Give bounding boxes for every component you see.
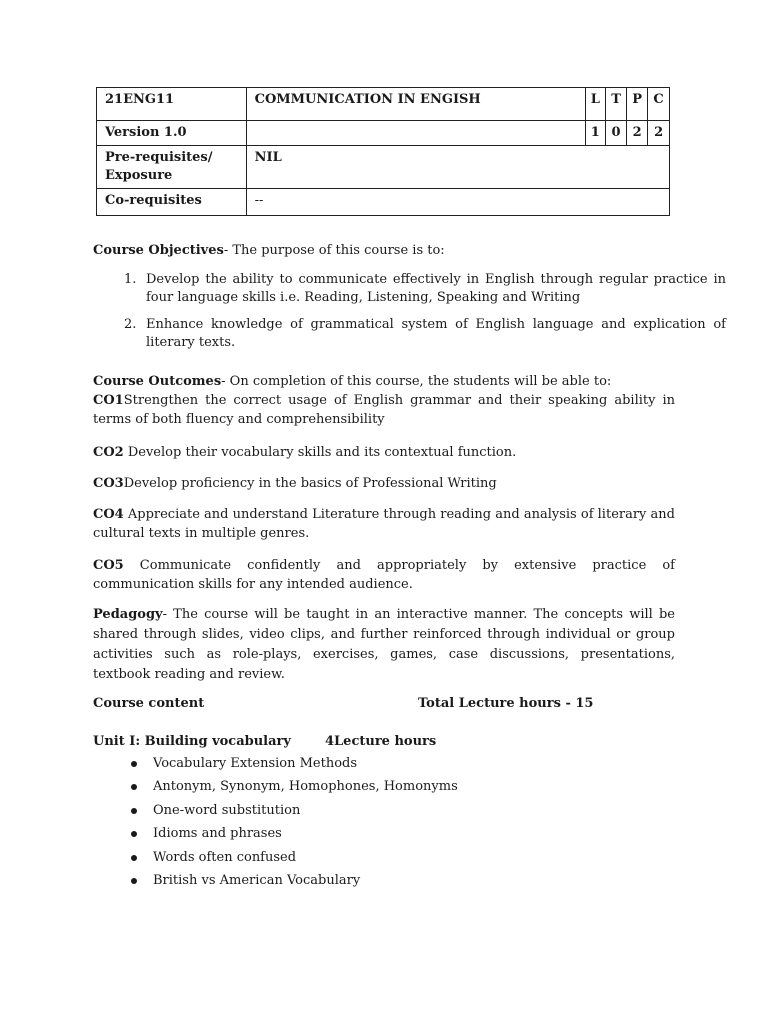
course-title: COMMUNICATION IN ENGISH (246, 88, 585, 121)
co2-label: CO2 (93, 445, 124, 460)
list-item (93, 824, 458, 847)
outcomes-heading (93, 372, 675, 391)
unit1-title: Unit I: Building vocabulary (93, 734, 291, 749)
prereq-label-line2: Exposure (105, 168, 173, 183)
co2-text: Develop their vocabulary skills and its contextual function. (123, 445, 517, 460)
co5-text: Communicate confidently and appropriately by extensive practice of communication skills for any intended audience. (93, 558, 675, 592)
outcome-co5 (93, 556, 675, 594)
course-header-table (96, 87, 670, 216)
co4-label: CO4 (93, 507, 124, 522)
course-content-label: Course content (93, 696, 205, 711)
outcomes-label: Course Outcomes (93, 374, 222, 389)
ltpc-value-p: 2 (627, 121, 648, 146)
list-item (124, 316, 726, 352)
list-item-text: Enhance knowledge of grammatical system of English language and explication of literary texts. (146, 317, 726, 350)
bullet-icon (131, 831, 137, 837)
list-item (93, 848, 458, 871)
co3-label: CO3 (93, 476, 124, 491)
outcome-co2 (93, 443, 675, 462)
outcome-co3 (93, 474, 675, 493)
bullet-icon (131, 878, 137, 884)
unit1-hours: 4Lecture hours (325, 734, 437, 749)
ltpc-label-l: L (585, 88, 605, 121)
pedagogy-label: Pedagogy (93, 607, 163, 622)
ltpc-label-c: C (648, 88, 670, 121)
ltpc-value-t: 0 (606, 121, 627, 146)
prereq-value: NIL (246, 146, 669, 189)
objectives-list (93, 271, 726, 361)
list-item-number: 1. (124, 272, 137, 287)
list-item-text: One-word substitution (153, 802, 301, 818)
list-item (124, 271, 726, 307)
outcome-co1 (93, 391, 675, 429)
objectives-intro: - The purpose of this course is to: (223, 243, 445, 258)
list-item (93, 801, 458, 824)
co1-label: CO1 (93, 393, 124, 408)
ltpc-label-t: T (606, 88, 627, 121)
bullet-icon (131, 808, 137, 814)
co3-text: Develop proficiency in the basics of Professional Writing (123, 476, 497, 491)
outcome-co4 (93, 505, 675, 543)
objectives-label: Course Objectives (93, 243, 224, 258)
ltpc-value-l: 1 (585, 121, 605, 146)
coreq-value: -- (246, 189, 669, 216)
ltpc-label-p: P (627, 88, 648, 121)
bullet-icon (131, 784, 137, 790)
bullet-icon (131, 855, 137, 861)
list-item-text: Idioms and phrases (153, 826, 282, 842)
total-lecture-hours: Total Lecture hours - 15 (418, 696, 594, 711)
list-item (93, 754, 458, 777)
bullet-icon (131, 761, 137, 767)
list-item (93, 871, 458, 894)
pedagogy-paragraph (93, 605, 675, 685)
co4-text: Appreciate and understand Literature through reading and analysis of literary and cultural texts in multiple genres. (93, 507, 675, 541)
list-item (93, 777, 458, 800)
objectives-heading (93, 241, 675, 260)
version-label: Version 1.0 (97, 121, 247, 146)
version-empty-cell (246, 121, 585, 146)
unit1-topic-list (93, 754, 458, 894)
outcomes-intro: - On completion of this course, the students will be able to: (221, 374, 612, 389)
list-item-text: Vocabulary Extension Methods (153, 756, 358, 771)
co5-label: CO5 (93, 558, 124, 573)
course-code: 21ENG11 (97, 88, 247, 121)
list-item-text: Antonym, Synonym, Homophones, Homonyms (153, 779, 458, 795)
prereq-label (97, 146, 247, 189)
ltpc-value-c: 2 (648, 121, 670, 146)
list-item-text: Develop the ability to communicate effectively in English through regular practice in four language skills i.e. Reading, Listening, Speaking and Writing (146, 272, 726, 305)
coreq-label: Co-requisites (97, 189, 247, 216)
list-item-text: British vs American Vocabulary (153, 872, 361, 888)
list-item-number: 2. (124, 317, 137, 332)
list-item-text: Words often confused (153, 849, 297, 865)
prereq-label-line1: Pre-requisites/ (105, 150, 213, 165)
pedagogy-text: - The course will be taught in an interactive manner. The concepts will be shared through slides, video clips, and further reinforced through individual or group activities such as role-plays, exercises, games, case discussions, presentations, textbook reading and review. (93, 607, 675, 682)
co1-text: Strengthen the correct usage of English grammar and their speaking ability in terms of both fluency and comprehensibility (93, 393, 675, 427)
